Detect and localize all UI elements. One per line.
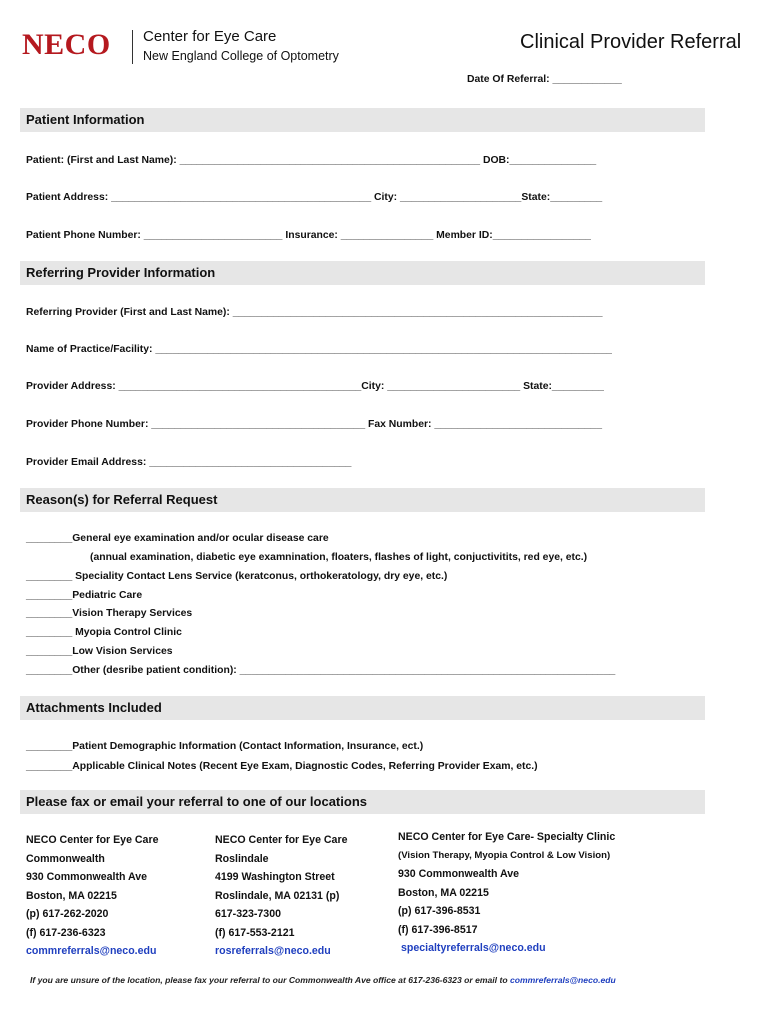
logo-divider [132,30,133,64]
location-name: NECO Center for Eye Care [215,834,348,846]
location-commonwealth [26,831,158,961]
provider-name-field[interactable]: Referring Provider (First and Last Name): ________________________________________________________________ [26,307,603,318]
patient-section-header [20,108,705,132]
location-roslindale [215,831,347,961]
location-specialty-clinic [398,828,615,958]
reason-other[interactable]: ________Other (desribe patient condition): _________________________________________________________________ [26,665,616,676]
footer-text: If you are unsure of the location, please fax your referral to our Commonwealth Ave office at 617-236-6323 or email to [30,975,508,985]
reason-general-eye-exam[interactable]: ________General eye examination and/or ocular disease care [26,533,329,544]
section-title: Patient Information [26,112,145,127]
section-title: Attachments Included [26,700,162,715]
location-name: NECO Center for Eye Care [26,834,159,846]
location-fax: (f) 617-236-6323 [26,926,106,939]
attachments-section-header [20,696,705,720]
footer-note [30,975,616,985]
attachment-clinical-notes[interactable]: ________Applicable Clinical Notes (Recent Eye Exam, Diagnostic Codes, Referring Provider Exam, etc.) [26,761,538,772]
reason-general-eye-exam-detail: (annual examination, diabetic eye examnination, floaters, flashes of light, conjuctivitits, red eye, etc.) [90,552,588,563]
location-area: Commonwealth [26,852,105,865]
location-fax: (f) 617-553-2121 [215,926,295,939]
locations-section-header [20,790,705,814]
org-name: Center for Eye Care [143,28,277,45]
location-email-link[interactable]: specialtyreferrals@neco.edu [401,942,546,954]
reasons-section-header [20,488,705,512]
reason-low-vision[interactable]: ________Low Vision Services [26,646,173,657]
location-street: 930 Commonwealth Ave [26,871,148,883]
provider-address-field[interactable]: Provider Address: __________________________________________City: _______________________ State:_________ [26,381,604,392]
location-city: Roslindale, MA 02131 (p) [215,889,340,902]
section-title: Referring Provider Information [26,265,216,280]
practice-facility-field[interactable]: Name of Practice/Facility: _______________________________________________________________________________ [26,344,612,355]
org-subtitle: New England College of Optometry [143,49,339,63]
neco-logo: NECO [22,28,111,61]
location-street: 930 Commonwealth Ave [398,868,520,880]
attachment-demographics[interactable]: ________Patient Demographic Information (Contact Information, Insurance, ect.) [26,741,424,752]
patient-name-dob-field[interactable]: Patient: (First and Last Name): ____________________________________________________ DOB:_______________ [26,155,597,166]
provider-email-field[interactable]: Provider Email Address: ___________________________________ [26,457,352,468]
location-city: Boston, MA 02215 [398,886,489,899]
provider-section-header [20,261,705,285]
section-title: Please fax or email your referral to one of our locations [26,794,367,809]
location-area: Roslindale [215,852,269,865]
date-of-referral-field[interactable]: Date Of Referral: ____________ [467,74,622,85]
location-phone: 617-323-7300 [215,908,281,920]
location-city: Boston, MA 02215 [26,889,117,902]
patient-phone-insurance-field[interactable]: Patient Phone Number: ________________________ Insurance: ________________ Member ID:_________________ [26,230,591,241]
location-street: 4199 Washington Street [215,871,335,883]
section-title: Reason(s) for Referral Request [26,492,218,507]
form-title: Clinical Provider Referral [520,31,742,53]
location-area: (Vision Therapy, Myopia Control & Low Vision) [398,849,611,861]
patient-address-field[interactable]: Patient Address: _____________________________________________ City: _____________________State:_________ [26,192,603,203]
location-phone: (p) 617-262-2020 [26,908,109,920]
provider-phone-fax-field[interactable]: Provider Phone Number: _____________________________________ Fax Number: _____________________________ [26,419,602,430]
reason-myopia-control[interactable]: ________ Myopia Control Clinic [26,627,182,638]
location-phone: (p) 617-396-8531 [398,905,481,917]
location-name: NECO Center for Eye Care- Specialty Clinic [398,831,616,843]
reason-specialty-contact-lens[interactable]: ________ Speciality Contact Lens Service (keratconus, orthokeratology, dry eye, etc.) [26,571,448,582]
reason-vision-therapy[interactable]: ________Vision Therapy Services [26,608,193,619]
footer-email-link[interactable]: commreferrals@neco.edu [509,975,616,985]
location-fax: (f) 617-396-8517 [398,923,478,936]
location-email-link[interactable]: commreferrals@neco.edu [26,945,157,957]
reason-pediatric-care[interactable]: ________Pediatric Care [26,590,143,601]
location-email-link[interactable]: rosreferrals@neco.edu [215,945,331,957]
